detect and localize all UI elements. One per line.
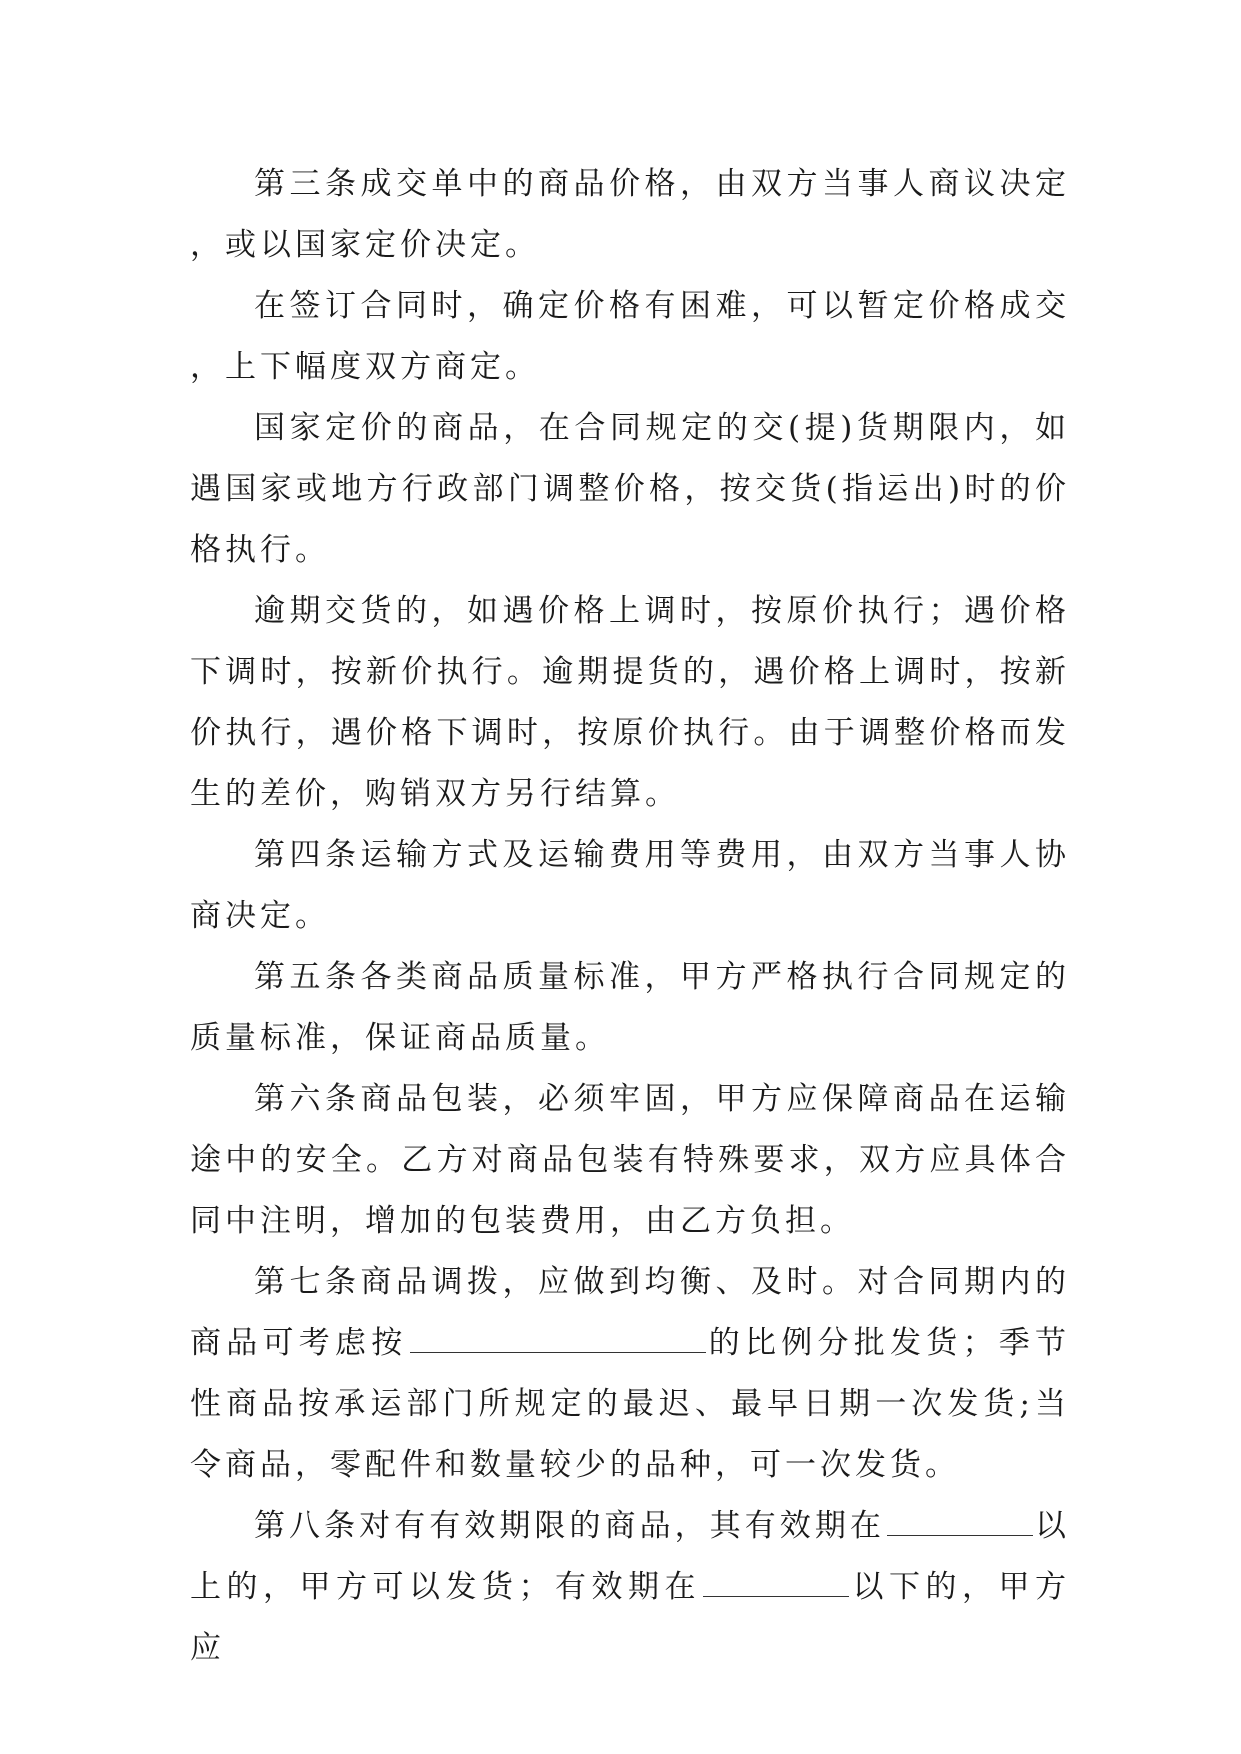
article-7-text-start: 第七条商品调拨，应做到均衡、及时。对合同期内的商品可考虑按 — [190, 1264, 1070, 1361]
paragraph-article-5-quality: 第五条各类商品质量标准，甲方严格执行合同规定的质量标准，保证商品质量。 — [190, 959, 1070, 1056]
article-8-text-start: 第八条对有有效期限的商品，其有效期在 — [254, 1508, 885, 1544]
fill-in-blank-validity-min[interactable] — [887, 1505, 1033, 1536]
paragraph-overdue-delivery: 逾期交货的，如遇价格上调时，按原价执行；遇价格下调时，按新价执行。逾期提货的，遇价格上调时，按新价执行，遇价格下调时，按原价执行。由于调整价格而发生的差价，购销双方另行结算。 — [190, 593, 1070, 812]
paragraph-article-8-validity — [190, 1496, 1070, 1679]
paragraph-state-price-adjustment: 国家定价的商品，在合同规定的交(提)货期限内，如遇国家或地方行政部门调整价格，按交货(指运出)时的价格执行。 — [190, 410, 1070, 568]
paragraph-article-3-price: 第三条成交单中的商品价格，由双方当事人商议决定，或以国家定价决定。 — [190, 166, 1070, 263]
article-7-text-end: 的比例分批发货；季节性商品按承运部门所规定的最迟、最早日期一次发货;当令商品，零配件和数量较少的品种，可一次发货。 — [190, 1325, 1070, 1483]
article-8-text-middle: 以上的，甲方可以发货；有效期在 — [190, 1508, 1071, 1605]
paragraph-article-6-packaging: 第六条商品包装，必须牢固，甲方应保障商品在运输途中的安全。乙方对商品包装有特殊要求，双方应具体合同中注明，增加的包装费用，由乙方负担。 — [190, 1081, 1070, 1239]
document-body — [190, 154, 1070, 1679]
paragraph-article-7-allocation — [190, 1252, 1070, 1496]
fill-in-blank-validity-max[interactable] — [703, 1566, 849, 1597]
paragraph-provisional-price: 在签订合同时，确定价格有困难，可以暂定价格成交，上下幅度双方商定。 — [190, 288, 1070, 385]
fill-in-blank-ratio[interactable] — [410, 1322, 706, 1353]
paragraph-article-4-transport: 第四条运输方式及运输费用等费用，由双方当事人协商决定。 — [190, 837, 1070, 934]
article-8-text-end: 以下的，甲方应 — [190, 1569, 1070, 1666]
